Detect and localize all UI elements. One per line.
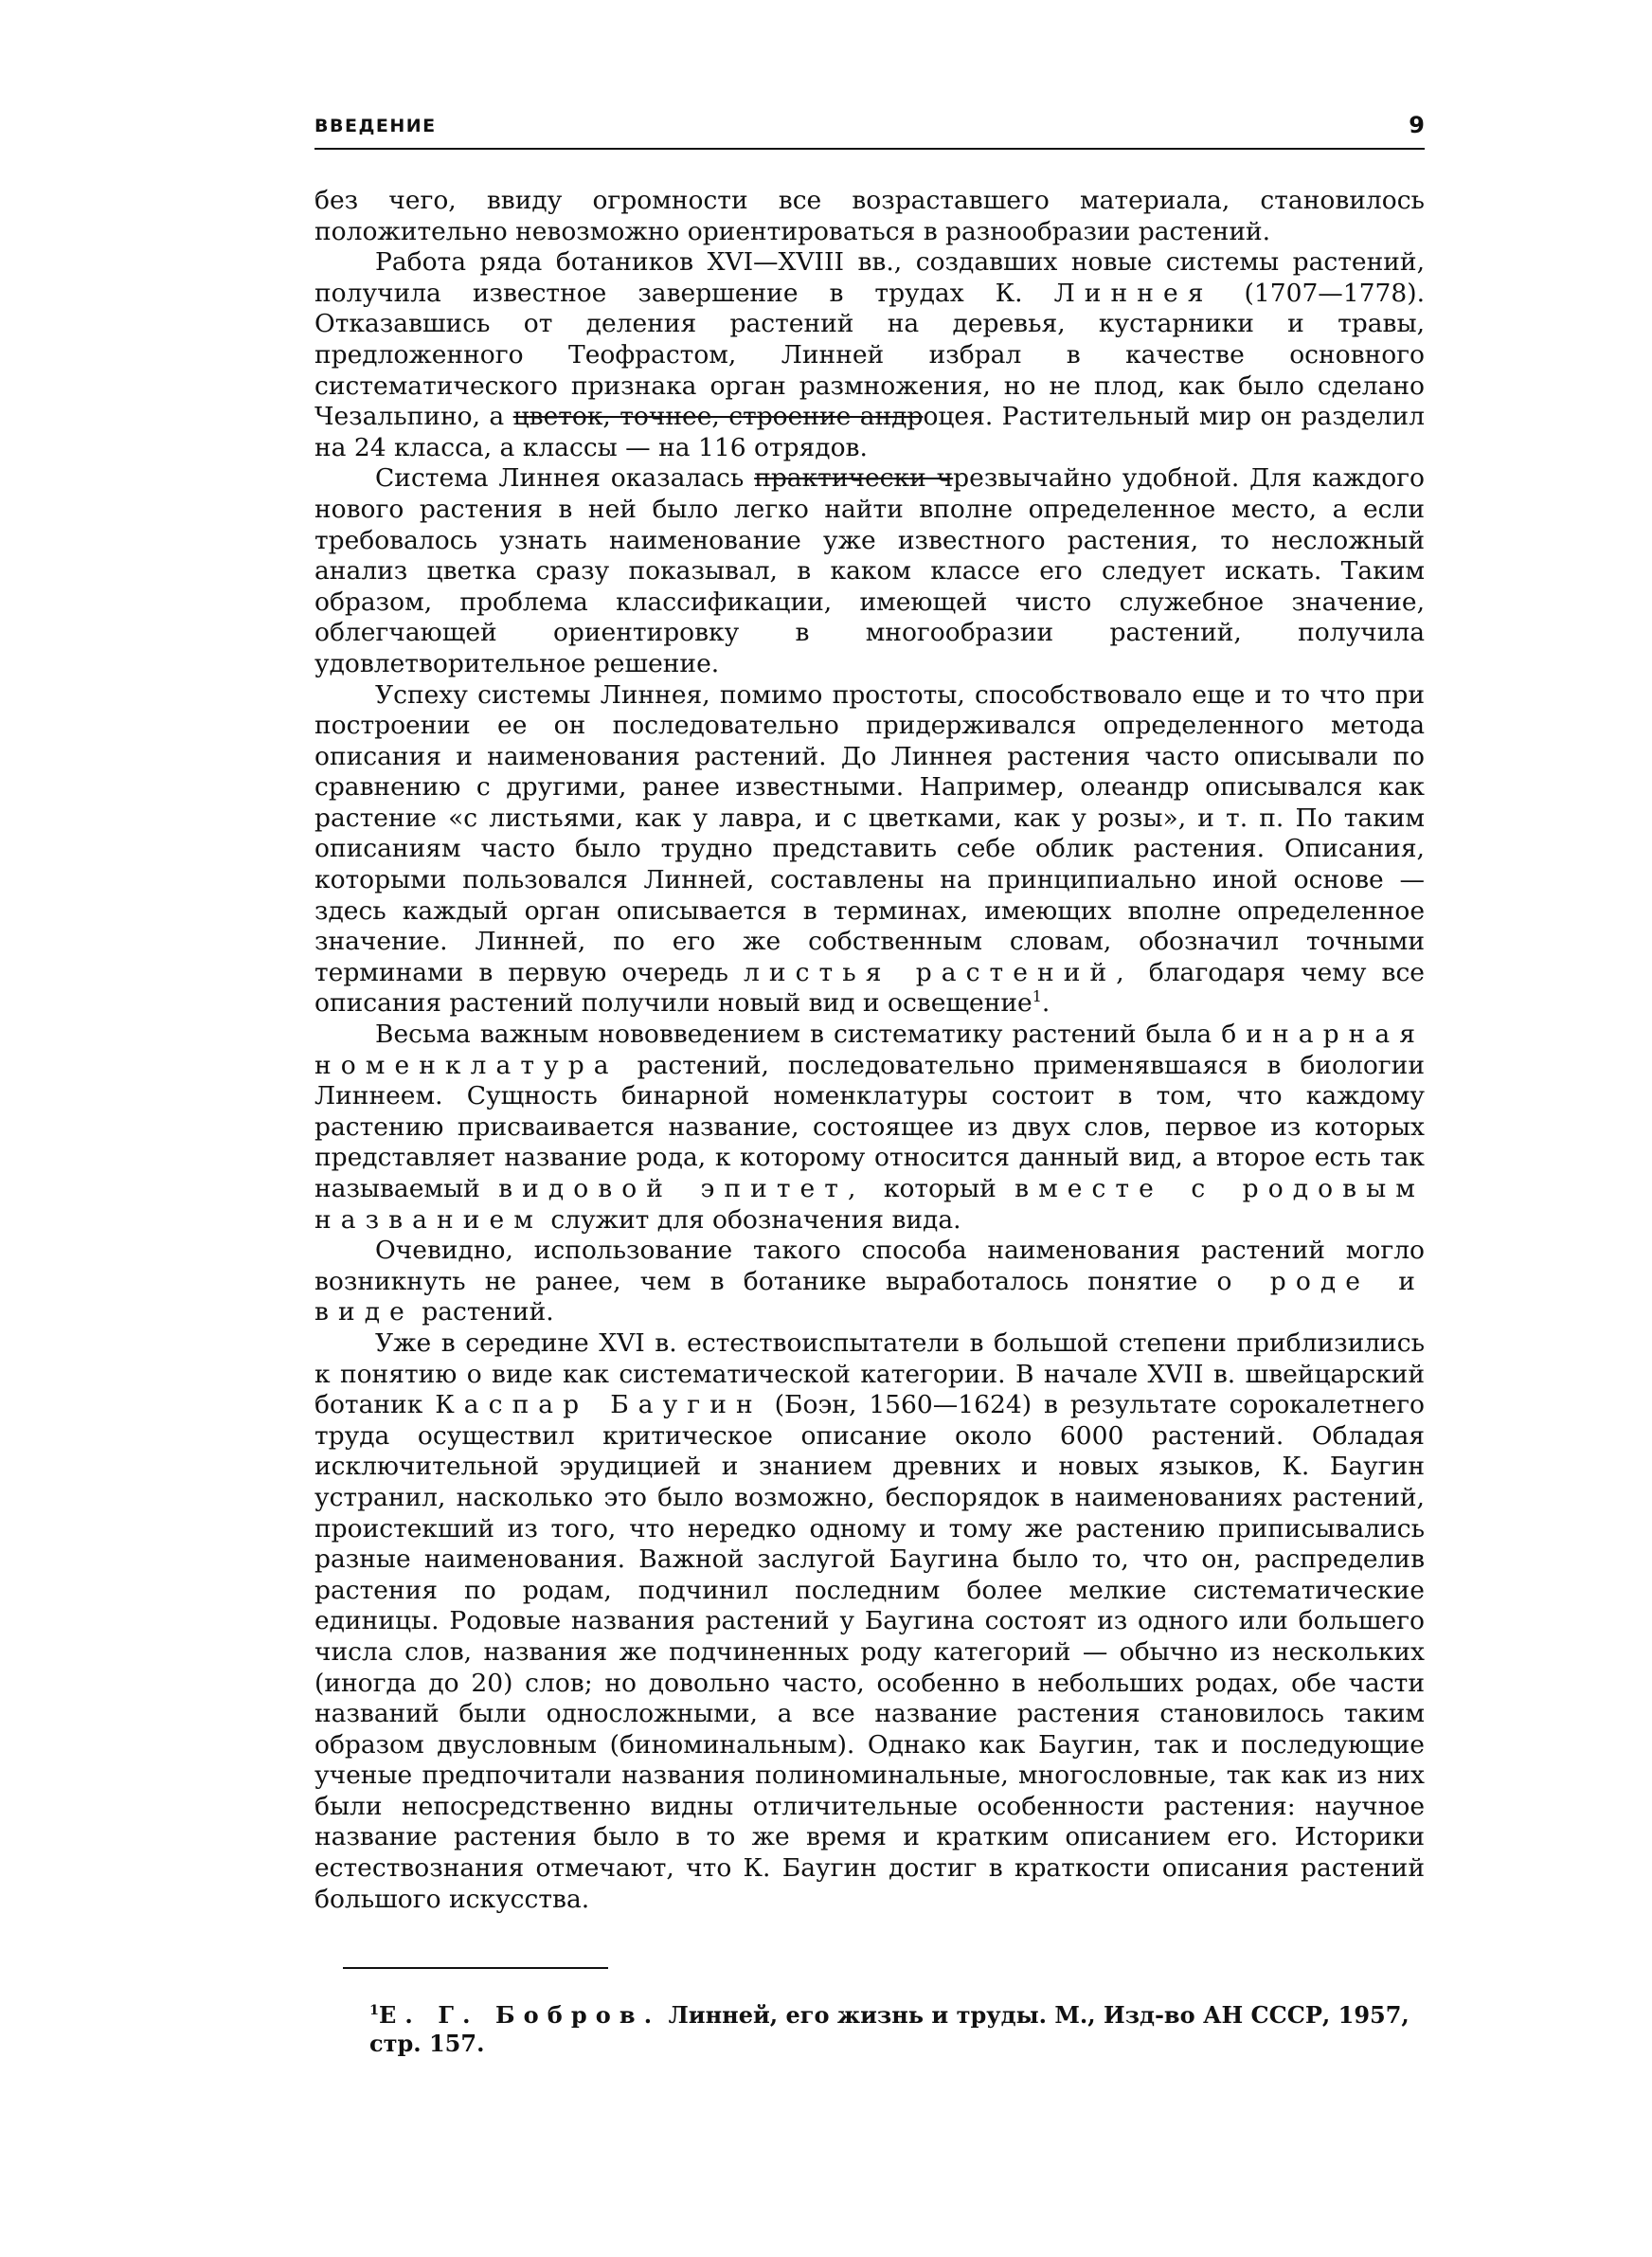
spaced-emphasis: о роде и виде [314, 1266, 1425, 1327]
paragraph-3-text-a: Система Линнея оказалась [375, 463, 755, 494]
paragraph-7-text-b: (Боэн, 1560—1624) в результате сорокалетнего труда осуществил критическое описание около 6000 растений. Обладая исключительной эрудицией и знанием древних и новых языков, К. Баугин устранил, насколько это было возможно, беспорядок в наименованиях растений, проистекший из того, что нередко одному и тому же растению приписывались разные наименования. Важной заслугой Баугина было то, что он, распределив растения по родам, подчинил последним более мелкие систематические единицы. Родовые названия растений у Баугина состоят из одного или большего числа слов, названия же подчиненных роду категорий — обычно из нескольких (иногда до 20) слов; но довольно часто, особенно в небольших родах, обе части названий были односложными, а все название растения становилось таким образом двусловным (биноминальным). Однако как Баугин, так и последующие ученые предпочитали названия полиноминальные, многословные, так как из них были непосредственно видны отличительные особенности растения: научное название растения было в то же время и кратким описанием его. Историки естествознания отмечают, что К. Баугин достиг в краткости описания растений большого искусства. [314, 1390, 1425, 1914]
paragraph-1-text: без чего, ввиду огромности все возраставшего материала, становилось положительно невозможно ориентироваться в разнообразии растений. [314, 186, 1425, 246]
footnote-ref: 1 [1032, 987, 1042, 1006]
paragraph-5-text-d: служит для обозначения вида. [542, 1204, 961, 1235]
paragraph-2 [314, 247, 1425, 463]
paragraph-5 [314, 1020, 1425, 1236]
footnote-author: Е. Г. Бобров. [379, 2001, 661, 2029]
paragraph-4-text-a: Успеху системы Линнея, помимо простоты, способствовало еще и то что при построении ее он последовательно придерживался определенного метода описания и наименования растений. До Линнея растения часто описывали по сравнению с другими, ранее известными. Например, олеандр описывался как растение «с листьями, как у лавра, и с цветками, как у розы», и т. п. По таким описаниям часто было трудно представить себе облик растения. Описания, которыми пользовался Линней, составлены на принципиально иной основе — здесь каждый орган описывается в терминах, имеющих вполне определенное значение. Линней, по его же собственным словам, обозначил точными терминами в первую очередь [314, 679, 1425, 987]
paragraph-4 [314, 680, 1425, 1020]
paragraph-7 [314, 1328, 1425, 1915]
paragraph-3-text-b: резвычайно удобной. Для каждого нового растения в ней было легко найти вполне определенное место, а если требовалось узнать наименование уже известного растения, то несложный анализ цветка сразу показывал, в каком классе его следует искать. Таким образом, проблема классификации, имеющей чисто служебное значение, облегчающей ориентировку в многообразии растений, получила удовлетворительное решение. [314, 463, 1426, 678]
spaced-emphasis: Каспар Баугин [435, 1390, 763, 1420]
paragraph-4-text-b: благодаря чему все описания растений получили новый вид и освещение [314, 957, 1425, 1019]
page-number: 9 [1409, 112, 1425, 138]
struck-through-text: цветок, точнее, строение андр [512, 402, 924, 432]
paragraph-3 [314, 463, 1425, 679]
running-title: ВВЕДЕНИЕ [314, 116, 437, 136]
paragraph-2-text-c: оцея. Растительный мир он разделил на 24 класса, а классы — на 116 отрядов. [314, 402, 1425, 462]
struck-through-text: практически ч [754, 463, 954, 494]
paragraph-7-text-a: Уже в середине XVI в. естествоиспытатели в большой степени приблизились к понятию о виде как систематической категории. В начале XVII в. швейцарский ботаник [314, 1327, 1425, 1420]
paragraph-6 [314, 1236, 1425, 1328]
body-text [314, 186, 1425, 1915]
spaced-emphasis: листья растений, [743, 957, 1134, 987]
linnaeus-name-spaced: Линнея [1053, 278, 1213, 308]
paragraph-2-text-b: (1707—1778). Отказавшись от деления растений на деревья, кустарники и травы, предложенного Теофрастом, Линней избрал в качестве основного систематического признака орган размножения, но не плод, как было сделано Чезальпино, а [314, 278, 1426, 432]
paragraph-1 [314, 186, 1425, 247]
spaced-emphasis: вместе с родовым названием [314, 1174, 1425, 1235]
page-header [314, 112, 1425, 150]
paragraph-2-text-a: Работа ряда ботаников XVI—XVIII вв., создавших новые системы растений, получила известное завершение в трудах К. [314, 247, 1425, 308]
paragraph-6-text-b: растений. [413, 1297, 554, 1327]
paragraph-5-text-a: Весьма важным нововведением в систематику растений была [375, 1020, 1222, 1050]
spaced-emphasis: бинарная номенклатура [314, 1020, 1425, 1080]
paragraph-5-text-c: который [865, 1174, 1015, 1203]
spaced-emphasis: видовой эпитет, [498, 1174, 866, 1203]
paragraph-4-text-c: . [1041, 988, 1050, 1019]
paragraph-5-text-b: растений, последовательно применявшаяся в биологии Линнеем. Сущность бинарной номенклатуры состоит в том, что каждому растению присваивается название, состоящее из двух слов, первое из которых представляет название рода, к которому относится данный вид, а второе есть так называемый [314, 1050, 1425, 1203]
footnote-mark: 1 [369, 2002, 380, 2018]
footnote-text: Линней, его жизнь и труды. М., Изд-во АН СССР, 1957, стр. 157. [369, 2001, 1410, 2057]
footnote-divider [343, 1967, 608, 1969]
footnote [369, 2001, 1425, 2058]
paragraph-6-text-a: Очевидно, использование такого способа наименования растений могло возникнуть не ранее, чем в ботанике выработалось понятие [314, 1236, 1425, 1296]
